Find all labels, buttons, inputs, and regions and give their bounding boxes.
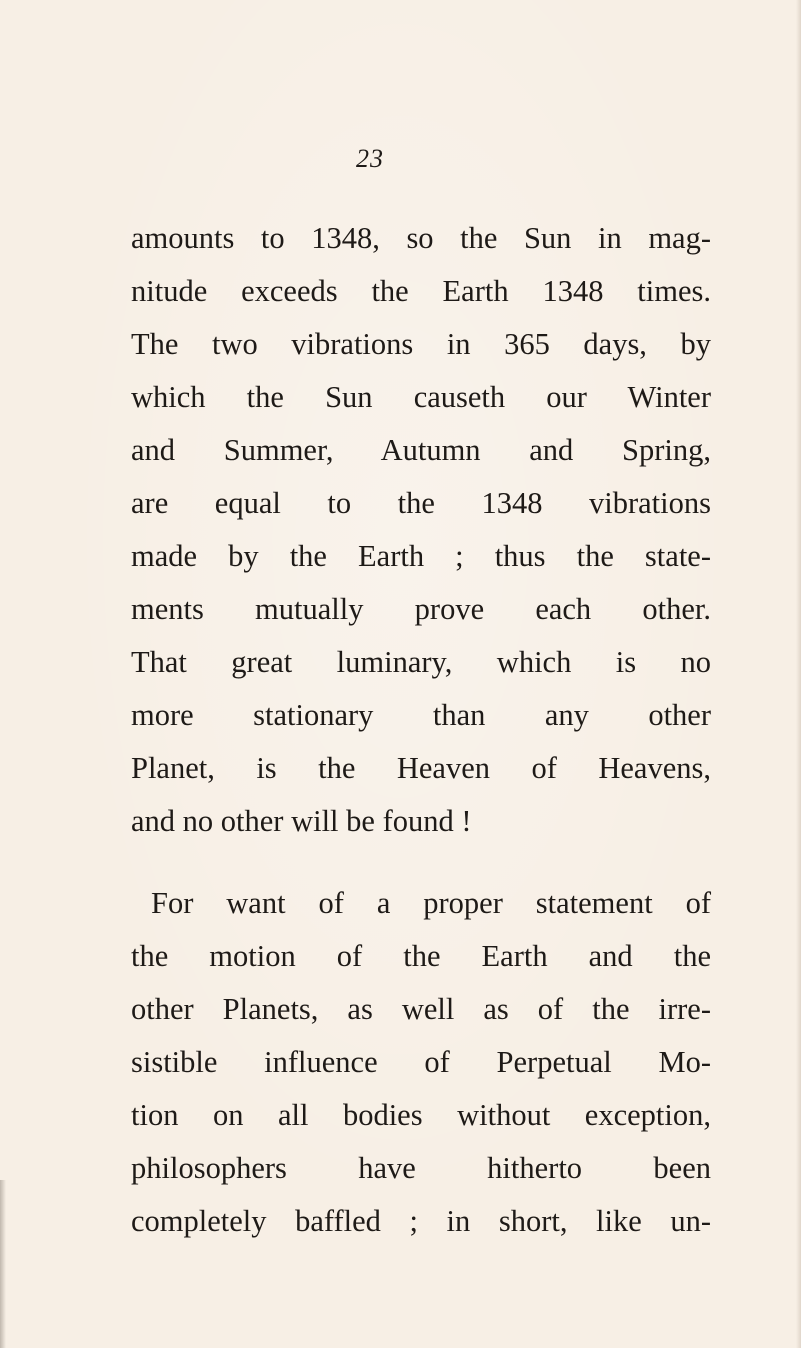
text-line: ments mutually prove each other. xyxy=(131,592,711,626)
paragraph-2 xyxy=(131,877,711,1248)
paragraph-1 xyxy=(131,212,711,848)
text-line: and Summer, Autumn and Spring, xyxy=(131,433,711,467)
binding-shadow xyxy=(0,1180,6,1348)
text-line: amounts to 1348, so the Sun in mag- xyxy=(131,221,711,255)
text-line: philosophers have hitherto been xyxy=(131,1151,711,1185)
page-number: 23 xyxy=(356,144,384,173)
text-line: sistible influence of Perpetual Mo- xyxy=(131,1045,711,1079)
text-line: For want of a proper statement of xyxy=(151,886,711,920)
body-text xyxy=(131,212,711,1248)
text-line: which the Sun causeth our Winter xyxy=(131,380,711,414)
text-line: nitude exceeds the Earth 1348 times. xyxy=(131,274,711,308)
text-line: other Planets, as well as of the irre- xyxy=(131,992,711,1026)
text-line: more stationary than any other xyxy=(131,698,711,732)
text-line: completely baffled ; in short, like un- xyxy=(131,1204,711,1238)
page-edge-shadow xyxy=(796,0,801,1348)
paragraph-spacer xyxy=(131,848,711,877)
text-line: The two vibrations in 365 days, by xyxy=(131,327,711,361)
text-line: Planet, is the Heaven of Heavens, xyxy=(131,751,711,785)
text-line: the motion of the Earth and the xyxy=(131,939,711,973)
text-line: made by the Earth ; thus the state- xyxy=(131,539,711,573)
text-line: are equal to the 1348 vibrations xyxy=(131,486,711,520)
text-line: tion on all bodies without exception, xyxy=(131,1098,711,1132)
text-line: That great luminary, which is no xyxy=(131,645,711,679)
text-line: and no other will be found ! xyxy=(131,804,472,838)
